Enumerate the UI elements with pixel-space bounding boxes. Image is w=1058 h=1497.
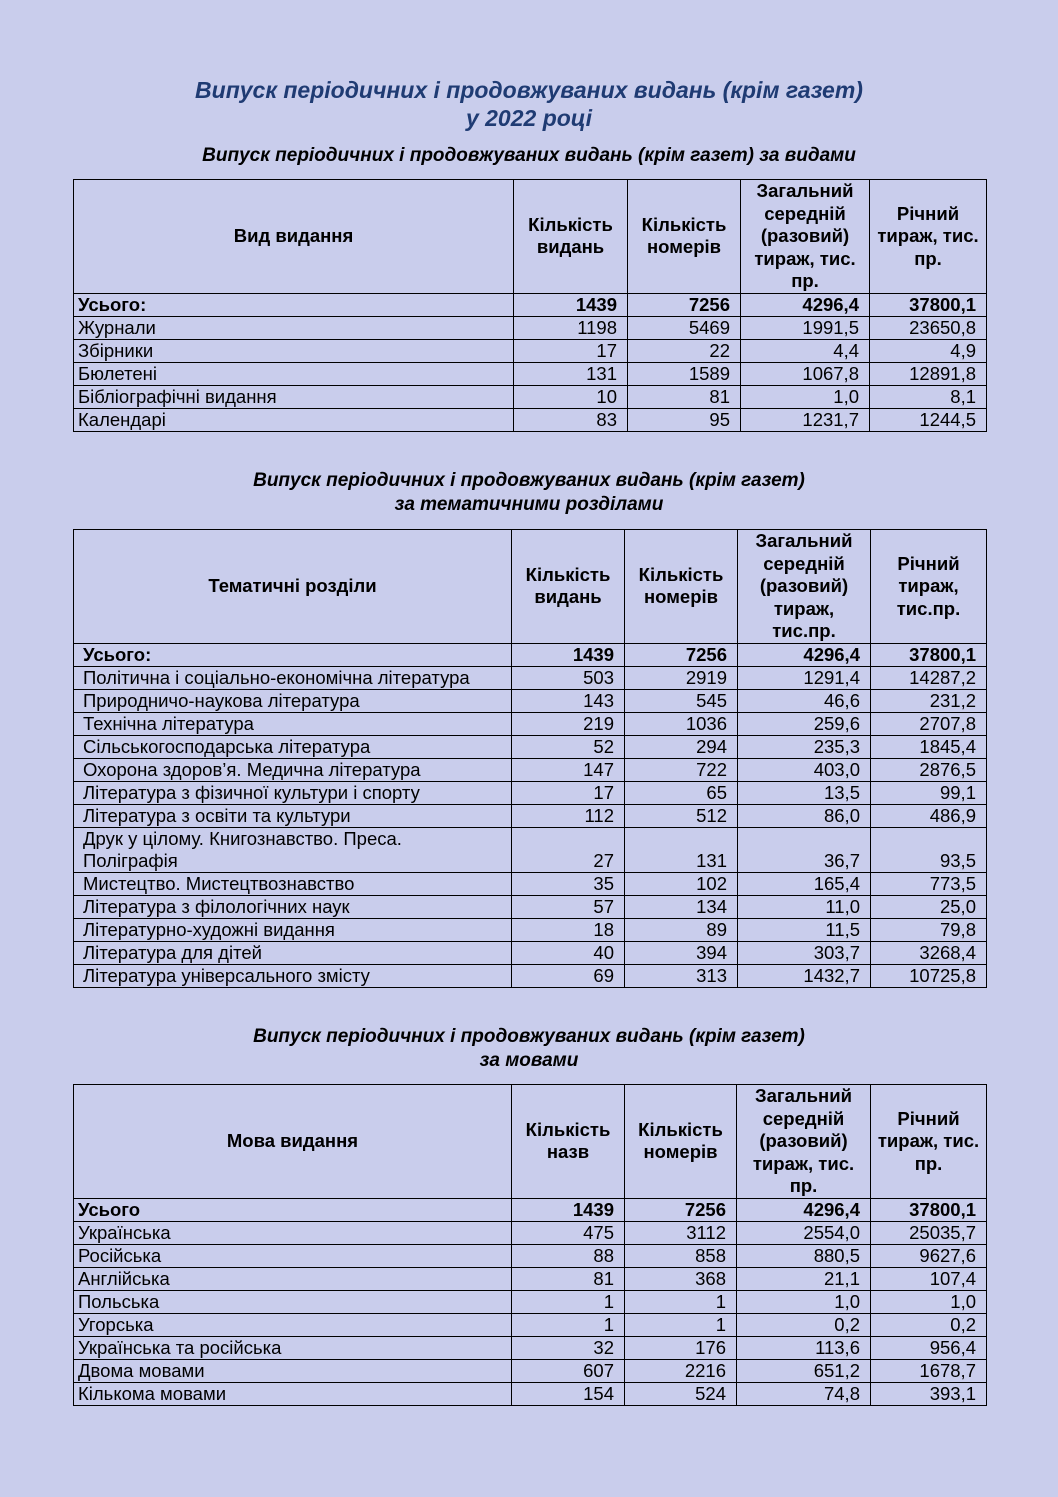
value-cell: 14287,2: [871, 666, 987, 689]
value-cell: 858: [625, 1244, 737, 1267]
value-cell: 13,5: [738, 781, 871, 804]
value-cell: 4,9: [870, 339, 987, 362]
value-cell: 83: [514, 408, 628, 431]
table-row: [74, 316, 987, 339]
value-cell: 0,2: [871, 1313, 987, 1336]
row-label-cell: Мистецтво. Мистецтвознавство: [74, 872, 512, 895]
table-header-row: [74, 1085, 987, 1199]
row-label-cell: Бюлетені: [74, 362, 514, 385]
value-cell: 113,6: [737, 1336, 871, 1359]
value-cell: 368: [625, 1267, 737, 1290]
value-cell: 154: [512, 1382, 625, 1405]
value-cell: 112: [512, 804, 625, 827]
value-cell: 313: [625, 964, 738, 987]
value-cell: 2216: [625, 1359, 737, 1382]
column-header: Кількість номерів: [625, 530, 738, 644]
value-cell: 79,8: [871, 918, 987, 941]
table-header-row: [74, 180, 987, 294]
value-cell: 23650,8: [870, 316, 987, 339]
table-row: [74, 758, 987, 781]
value-cell: 1067,8: [741, 362, 870, 385]
row-label-cell: Література з освіти та культури: [74, 804, 512, 827]
value-cell: 394: [625, 941, 738, 964]
column-header: Річний тираж, тис. пр.: [871, 1085, 987, 1199]
table-row: [74, 918, 987, 941]
table-row: [74, 339, 987, 362]
value-cell: 134: [625, 895, 738, 918]
value-cell: 259,6: [738, 712, 871, 735]
table-by-type: [73, 179, 987, 432]
value-cell: 1439: [512, 1198, 625, 1221]
value-cell: 69: [512, 964, 625, 987]
value-cell: 86,0: [738, 804, 871, 827]
value-cell: 5469: [628, 316, 741, 339]
value-cell: 4296,4: [741, 293, 870, 316]
value-cell: 81: [628, 385, 741, 408]
column-header: Тематичні розділи: [74, 530, 512, 644]
table-row: [74, 1382, 987, 1405]
table-row: [74, 1244, 987, 1267]
row-label-cell: Кількома мовами: [74, 1382, 512, 1405]
table-row: [74, 408, 987, 431]
table-row: [74, 781, 987, 804]
value-cell: 37800,1: [871, 1198, 987, 1221]
column-header: Річний тираж, тис. пр.: [870, 180, 987, 294]
value-cell: 21,1: [737, 1267, 871, 1290]
value-cell: 1,0: [871, 1290, 987, 1313]
row-label-cell: Російська: [74, 1244, 512, 1267]
section-title-by-topic: [0, 469, 1058, 517]
value-cell: 32: [512, 1336, 625, 1359]
column-header: Кількість видань: [514, 180, 628, 294]
table-row: [74, 1313, 987, 1336]
table-row: [74, 804, 987, 827]
row-label-cell: Календарі: [74, 408, 514, 431]
value-cell: 95: [628, 408, 741, 431]
value-cell: 37800,1: [870, 293, 987, 316]
value-cell: 88: [512, 1244, 625, 1267]
title-line-1: Випуск періодичних і продовжуваних видань (крім газет): [195, 77, 863, 103]
section-title-line-1: Випуск періодичних і продовжуваних видань (крім газет): [253, 1026, 805, 1047]
row-label-cell: Літературно-художні видання: [74, 918, 512, 941]
value-cell: 165,4: [738, 872, 871, 895]
table-row: [74, 385, 987, 408]
value-cell: 1291,4: [738, 666, 871, 689]
table-row: [74, 689, 987, 712]
row-label-cell: Література з філологічних наук: [74, 895, 512, 918]
section-title-by-type: Випуск періодичних і продовжуваних видань (крім газет) за видами: [202, 145, 856, 166]
value-cell: 65: [625, 781, 738, 804]
value-cell: 503: [512, 666, 625, 689]
value-cell: 36,7: [738, 827, 871, 872]
value-cell: 52: [512, 735, 625, 758]
value-cell: 131: [625, 827, 738, 872]
table-row: [74, 1267, 987, 1290]
value-cell: 93,5: [871, 827, 987, 872]
table-total-row: [74, 1198, 987, 1221]
value-cell: 81: [512, 1267, 625, 1290]
value-cell: 7256: [628, 293, 741, 316]
value-cell: 17: [512, 781, 625, 804]
value-cell: 1: [512, 1313, 625, 1336]
table-row: [74, 666, 987, 689]
column-header: Кількість назв: [512, 1085, 625, 1199]
value-cell: 131: [514, 362, 628, 385]
value-cell: 143: [512, 689, 625, 712]
table-total-row: [74, 293, 987, 316]
value-cell: 1,0: [741, 385, 870, 408]
value-cell: 607: [512, 1359, 625, 1382]
section-title-line-2: за мовами: [479, 1050, 579, 1071]
value-cell: 7256: [625, 1198, 737, 1221]
value-cell: 8,1: [870, 385, 987, 408]
table-row: [74, 941, 987, 964]
column-header: Кількість видань: [512, 530, 625, 644]
value-cell: 17: [514, 339, 628, 362]
value-cell: 4296,4: [737, 1198, 871, 1221]
value-cell: 1244,5: [870, 408, 987, 431]
row-label-cell: Література з фізичної культури і спорту: [74, 781, 512, 804]
value-cell: 2707,8: [871, 712, 987, 735]
value-cell: 40: [512, 941, 625, 964]
row-label-cell: Двома мовами: [74, 1359, 512, 1382]
value-cell: 1: [512, 1290, 625, 1313]
value-cell: 512: [625, 804, 738, 827]
value-cell: 12891,8: [870, 362, 987, 385]
value-cell: 3112: [625, 1221, 737, 1244]
table-row: [74, 895, 987, 918]
value-cell: 1198: [514, 316, 628, 339]
value-cell: 57: [512, 895, 625, 918]
value-cell: 25,0: [871, 895, 987, 918]
value-cell: 89: [625, 918, 738, 941]
row-label-cell: Бібліографічні видання: [74, 385, 514, 408]
value-cell: 1036: [625, 712, 738, 735]
value-cell: 956,4: [871, 1336, 987, 1359]
value-cell: 10725,8: [871, 964, 987, 987]
row-label-cell: Збірники: [74, 339, 514, 362]
value-cell: 102: [625, 872, 738, 895]
column-header: Мова видання: [74, 1085, 512, 1199]
row-label-cell: Технічна література: [74, 712, 512, 735]
row-label-cell: Природничо-наукова література: [74, 689, 512, 712]
table-header-row: [74, 530, 987, 644]
table-row: [74, 872, 987, 895]
table-row: [74, 362, 987, 385]
table-row: [74, 1336, 987, 1359]
section-title-line-1: Випуск періодичних і продовжуваних видань (крім газет): [253, 470, 805, 491]
table-row: [74, 1221, 987, 1244]
table-row: [74, 827, 987, 872]
table-row: [74, 735, 987, 758]
value-cell: 545: [625, 689, 738, 712]
value-cell: 99,1: [871, 781, 987, 804]
value-cell: 524: [625, 1382, 737, 1405]
value-cell: 235,3: [738, 735, 871, 758]
value-cell: 2919: [625, 666, 738, 689]
column-header: Вид видання: [74, 180, 514, 294]
table-total-row: [74, 643, 987, 666]
value-cell: 1845,4: [871, 735, 987, 758]
column-header: Річний тираж, тис.пр.: [871, 530, 987, 644]
table-row: [74, 712, 987, 735]
row-label-cell: Політична і соціально-економічна література: [74, 666, 512, 689]
column-header: Загальний середній (разовий) тираж, тис.пр.: [738, 530, 871, 644]
value-cell: 403,0: [738, 758, 871, 781]
row-label-cell: Усього:: [74, 643, 512, 666]
section-title-by-language: [0, 1025, 1058, 1073]
value-cell: 176: [625, 1336, 737, 1359]
value-cell: 722: [625, 758, 738, 781]
value-cell: 3268,4: [871, 941, 987, 964]
value-cell: 1231,7: [741, 408, 870, 431]
document-title: [0, 76, 1058, 132]
value-cell: 219: [512, 712, 625, 735]
row-label-cell: Література для дітей: [74, 941, 512, 964]
value-cell: 880,5: [737, 1244, 871, 1267]
row-label-cell: Усього: [74, 1198, 512, 1221]
section-title-line-2: за тематичними розділами: [394, 494, 664, 515]
value-cell: 2876,5: [871, 758, 987, 781]
value-cell: 486,9: [871, 804, 987, 827]
value-cell: 1439: [514, 293, 628, 316]
row-label-cell: Українська та російська: [74, 1336, 512, 1359]
value-cell: 1: [625, 1313, 737, 1336]
table-row: [74, 1359, 987, 1382]
value-cell: 107,4: [871, 1267, 987, 1290]
row-label-cell: Українська: [74, 1221, 512, 1244]
value-cell: 475: [512, 1221, 625, 1244]
row-label-cell: Література універсального змісту: [74, 964, 512, 987]
value-cell: 0,2: [737, 1313, 871, 1336]
value-cell: 18: [512, 918, 625, 941]
table-by-language: [73, 1084, 987, 1406]
value-cell: 74,8: [737, 1382, 871, 1405]
value-cell: 1439: [512, 643, 625, 666]
value-cell: 4296,4: [738, 643, 871, 666]
value-cell: 1991,5: [741, 316, 870, 339]
value-cell: 1432,7: [738, 964, 871, 987]
value-cell: 11,0: [738, 895, 871, 918]
value-cell: 46,6: [738, 689, 871, 712]
value-cell: 4,4: [741, 339, 870, 362]
row-label-cell: Угорська: [74, 1313, 512, 1336]
value-cell: 27: [512, 827, 625, 872]
value-cell: 11,5: [738, 918, 871, 941]
row-label-cell: Польська: [74, 1290, 512, 1313]
table-by-topic: [73, 529, 987, 988]
value-cell: 231,2: [871, 689, 987, 712]
row-label-cell: Друк у цілому. Книгознавство. Преса. Поліграфія: [74, 827, 512, 872]
value-cell: 1678,7: [871, 1359, 987, 1382]
column-header: Кількість номерів: [628, 180, 741, 294]
table-row: [74, 1290, 987, 1313]
value-cell: 1: [625, 1290, 737, 1313]
column-header: Загальний середній (разовий) тираж, тис. пр.: [741, 180, 870, 294]
value-cell: 651,2: [737, 1359, 871, 1382]
value-cell: 10: [514, 385, 628, 408]
value-cell: 7256: [625, 643, 738, 666]
title-line-2: у 2022 році: [465, 105, 593, 131]
row-label-cell: Сільськогосподарська література: [74, 735, 512, 758]
value-cell: 25035,7: [871, 1221, 987, 1244]
table-row: [74, 964, 987, 987]
value-cell: 37800,1: [871, 643, 987, 666]
value-cell: 9627,6: [871, 1244, 987, 1267]
row-label-cell: Журнали: [74, 316, 514, 339]
value-cell: 22: [628, 339, 741, 362]
row-label-cell: Англійська: [74, 1267, 512, 1290]
value-cell: 35: [512, 872, 625, 895]
column-header: Кількість номерів: [625, 1085, 737, 1199]
value-cell: 147: [512, 758, 625, 781]
column-header: Загальний середній (разовий) тираж, тис. пр.: [737, 1085, 871, 1199]
value-cell: 773,5: [871, 872, 987, 895]
value-cell: 294: [625, 735, 738, 758]
row-label-cell: Усього:: [74, 293, 514, 316]
value-cell: 303,7: [738, 941, 871, 964]
value-cell: 393,1: [871, 1382, 987, 1405]
value-cell: 1589: [628, 362, 741, 385]
value-cell: 2554,0: [737, 1221, 871, 1244]
value-cell: 1,0: [737, 1290, 871, 1313]
row-label-cell: Охорона здоров’я. Медична література: [74, 758, 512, 781]
